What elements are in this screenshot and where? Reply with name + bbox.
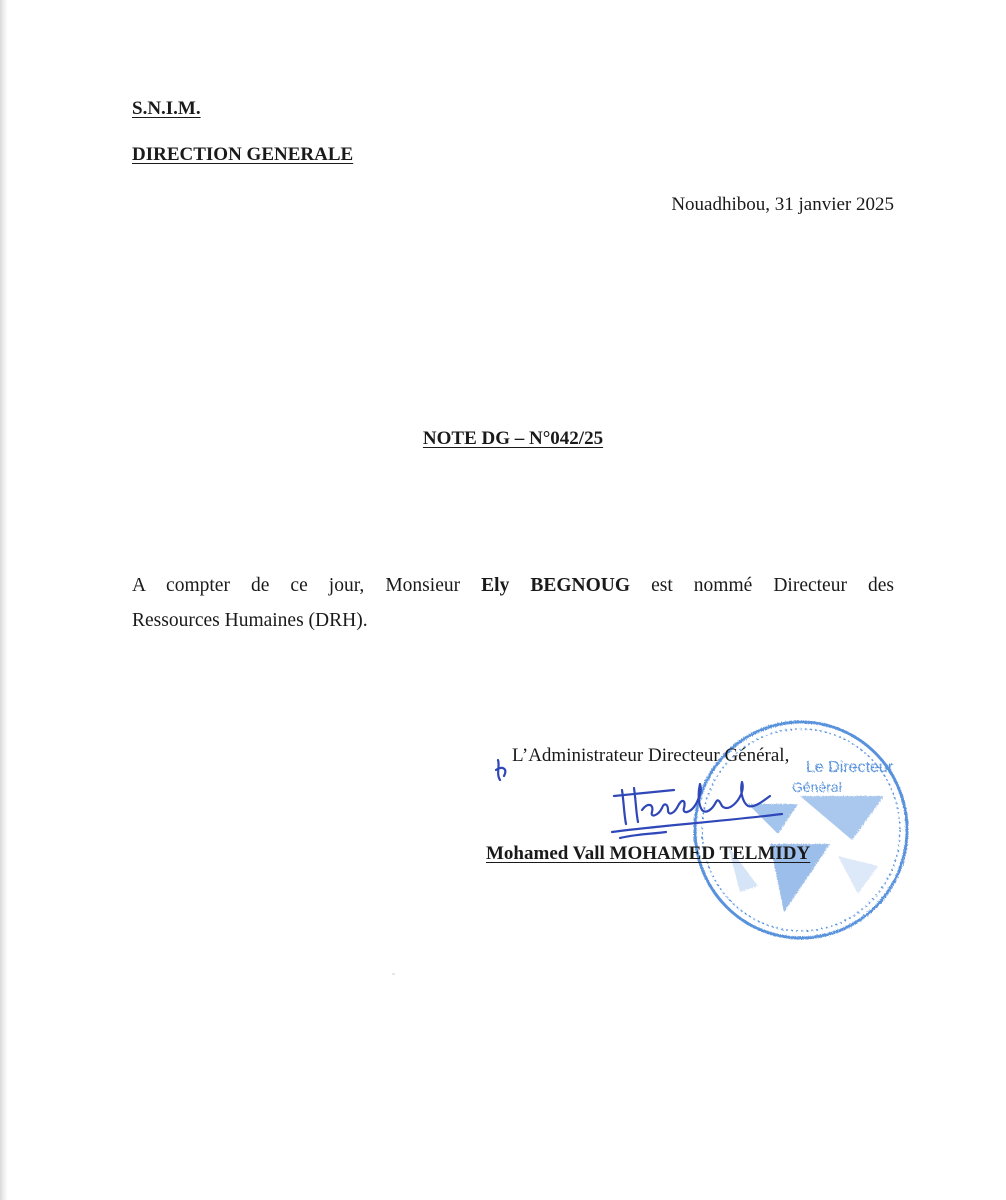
page-shadow-edge: [0, 0, 8, 1200]
place-and-date: Nouadhibou, 31 janvier 2025: [671, 194, 894, 215]
signatory-name: Mohamed Vall MOHAMED TELMIDY: [486, 843, 811, 864]
body-line1-prefix: A compter de ce jour, Monsieur: [132, 575, 482, 596]
department-heading: DIRECTION GENERALE: [132, 144, 354, 165]
handwritten-signature: [486, 752, 786, 842]
stamp-text-top: Le Directeur: [806, 759, 894, 776]
appointed-person-name: Ely BEGNOUG: [481, 575, 631, 596]
note-body: [132, 568, 894, 638]
body-line-2: Ressources Humaines (DRH).: [132, 610, 368, 631]
signatory-title: L’Administrateur Directeur Général,: [512, 745, 790, 766]
body-line-1: [132, 568, 894, 603]
scan-speck: [392, 973, 395, 975]
note-reference-title: NOTE DG – N°042/25: [422, 428, 604, 449]
stamp-text-bottom: Général: [792, 779, 842, 795]
organization-heading: S.N.I.M.: [132, 98, 201, 119]
body-line1-suffix: est nommé Directeur des: [630, 575, 894, 596]
